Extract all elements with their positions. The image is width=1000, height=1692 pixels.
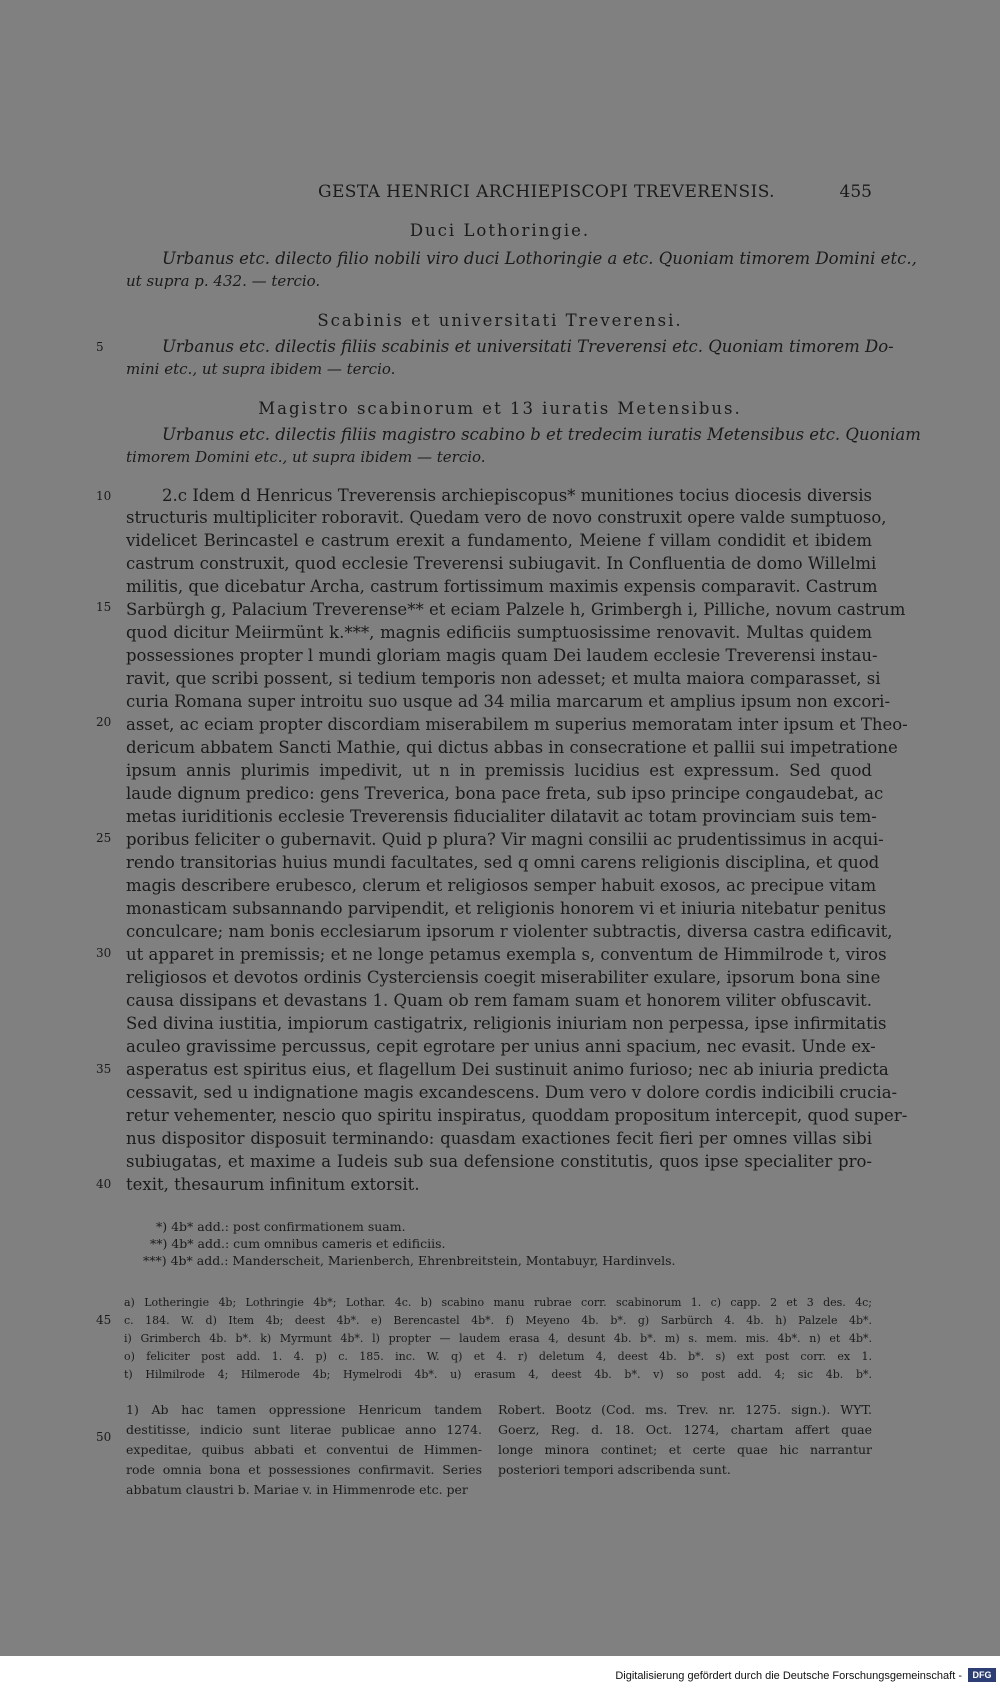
running-title: GESTA HENRICI ARCHIEPISCOPI TREVERENSIS. — [318, 182, 775, 202]
body-line: castrum construxit, quod ecclesie Treverensi subiugavit. In Confluentia de domo Willelmi — [126, 554, 877, 573]
body-line: curia Romana super introitu suo usque ad 34 milia marcarum et amplius ipsum non excori- — [126, 692, 891, 711]
digitization-footer — [0, 1656, 1000, 1692]
body-line: militis, que dicebatur Archa, castrum fortissimum maximis expensis comparavit. Castrum — [126, 577, 878, 596]
line-number: 50 — [96, 1430, 112, 1444]
line-number: 20 — [96, 715, 112, 729]
body-line: Sed divina iustitia, impiorum castigatrix, religionis iniuriam non perpessa, ipse infirmitatis — [126, 1014, 887, 1033]
body-line: causa dissipans et devastans 1. Quam ob rem famam suam et honorem viliter obfuscavit. — [126, 991, 872, 1010]
body-line: laude dignum predico: gens Treverica, bona pace freta, sub ipso principe congaudebat, ac — [126, 784, 884, 803]
line-number: 15 — [96, 600, 112, 614]
body-line: ravit, que scribi possent, si tedium temporis non adesset; et multa maiora comparasset, si — [126, 669, 881, 688]
footnote-left-line: rode omnia bona et possessiones confirmavit. Series — [126, 1462, 482, 1477]
letter-line: mini etc., ut supra ibidem — tercio. — [126, 360, 396, 378]
body-line: ut apparet in premissis; et ne longe petamus exempla s, conventum de Himmilrode t, viros — [126, 945, 887, 964]
star-note: ***) 4b* add.: Manderscheit, Marienberch, Ehrenbreitstein, Montabuyr, Hardinvels. — [143, 1253, 676, 1268]
footnote-left-line: destitisse, indicio sunt literae publicae anno 1274. — [126, 1422, 482, 1437]
body-line: ipsum annis plurimis impedivit, ut n in premissis lucidius est expressum. Sed quod — [126, 761, 872, 780]
footnote-right-line: Goerz, Reg. d. 18. Oct. 1274, chartam affert quae — [498, 1422, 872, 1437]
body-line: videlicet Berincastel e castrum erexit a fundamento, Meiene f villam condidit et ibidem — [126, 531, 872, 550]
apparatus-line: i) Grimberch 4b. b*. k) Myrmunt 4b*. l) propter — laudem erasa 4, desunt 4b. b*. m) s. mem. mis. 4b*. n) et 4b*. — [124, 1332, 872, 1345]
body-line: nus dispositor disposuit terminando: quasdam exactiones fecit fieri per omnes villas sibi — [126, 1129, 872, 1148]
body-line: 2.c Idem d Henricus Treverensis archiepiscopus* munitiones tocius diocesis diversis — [162, 486, 872, 505]
letter-line: Urbanus etc. dilecto filio nobili viro duci Lothoringie a etc. Quoniam timorem Domini etc., — [162, 249, 917, 268]
letter-line: Urbanus etc. dilectis filiis scabinis et universitati Treverensi etc. Quoniam timorem Do- — [162, 337, 894, 356]
body-line: asset, ac eciam propter discordiam miserabilem m superius memoratam inter ipsum et Theo- — [126, 715, 908, 734]
body-line: cessavit, sed u indignatione magis excandescens. Dum vero v dolore cordis indicibili crucia- — [126, 1083, 898, 1102]
body-line: quod dicitur Meiirmünt k.***, magnis edificiis sumptuosissime renovavit. Multas quidem — [126, 623, 872, 642]
body-line: magis describere erubesco, clerum et religiosos semper habuit exosos, ac precipue vitam — [126, 876, 877, 895]
body-line: rendo transitorias huius mundi facultates, sed q omni carens religionis disciplina, et quod — [126, 853, 880, 872]
body-line: Sarbürgh g, Palacium Treverense** et eciam Palzele h, Grimbergh i, Pilliche, novum castrum — [126, 600, 906, 619]
letter-line: ut supra p. 432. — tercio. — [126, 272, 321, 290]
apparatus-line: c. 184. W. d) Item 4b; deest 4b*. e) Berencastel 4b*. f) Meyeno 4b. b*. g) Sarbürch 4. 4b. h) Palzele 4b*. — [124, 1314, 872, 1327]
line-number: 30 — [96, 946, 112, 960]
footnote-left-line: expeditae, quibus abbati et conventui de Himmen- — [126, 1442, 482, 1457]
letter-heading: Magistro scabinorum et 13 iuratis Metensibus. — [258, 399, 742, 418]
body-line: subiugatas, et maxime a Iudeis sub sua defensione constitutis, quos ipse specialiter pro- — [126, 1152, 872, 1171]
apparatus-line: a) Lotheringie 4b; Lothringie 4b*; Lothar. 4c. b) scabino manu rubrae corr. scabinorum 1. c) capp. 2 et 3 des. 4c; — [124, 1296, 872, 1309]
line-number: 25 — [96, 831, 112, 845]
line-number: 10 — [96, 489, 112, 503]
body-line: asperatus est spiritus eius, et flagellum Dei sustinuit animo furioso; nec ab iniuria predicta — [126, 1060, 889, 1079]
apparatus-line: t) Hilmilrode 4; Hilmerode 4b; Hymelrodi 4b*. u) erasum 4, deest 4b. b*. v) so post add. 4; sic 4b. b*. — [124, 1368, 872, 1381]
body-line: monasticam subsannando parvipendit, et religionis honorem vi et iniuria nitebatur penitus — [126, 899, 887, 918]
body-line: dericum abbatem Sancti Mathie, qui dictus abbas in consecratione et pallii sui impetratione — [126, 738, 898, 757]
body-line: structuris multipliciter roboravit. Quedam vero de novo construxit opere valde sumptuoso, — [126, 508, 887, 527]
letter-line: Urbanus etc. dilectis filiis magistro scabino b et tredecim iuratis Metensibus etc. Quoniam — [162, 425, 921, 444]
body-line: possessiones propter l mundi gloriam magis quam Dei laudem ecclesie Treverensi instau- — [126, 646, 878, 665]
line-number: 45 — [96, 1313, 112, 1327]
line-number: 40 — [96, 1177, 112, 1191]
body-line: aculeo gravissime percussus, cepit egrotare per unius anni spacium, nec evasit. Unde ex- — [126, 1037, 876, 1056]
line-number: 5 — [96, 340, 104, 354]
body-line: poribus feliciter o gubernavit. Quid p plura? Vir magni consilii ac prudentissimus in acqui- — [126, 830, 884, 849]
body-line: religiosos et devotos ordinis Cysterciensis coegit miserabiliter exulare, ipsorum bona sine — [126, 968, 881, 987]
page-number: 455 — [839, 182, 872, 202]
footnote-right-line: Robert. Bootz (Cod. ms. Trev. nr. 1275. sign.). WYT. — [498, 1402, 872, 1417]
body-line: texit, thesaurum infinitum extorsit. — [126, 1175, 420, 1194]
letter-heading: Duci Lothoringie. — [409, 221, 591, 240]
running-header — [0, 182, 1000, 206]
body-line: conculcare; nam bonis ecclesiarum ipsorum r violenter subtractis, diversa castra edificavit, — [126, 922, 893, 941]
body-line: metas iuriditionis ecclesie Treverensis fiducialiter dilatavit ac totam provinciam suis tem- — [126, 807, 877, 826]
apparatus-line: o) feliciter post add. 1. 4. p) c. 185. inc. W. q) et 4. r) deletum 4, deest 4b. b*. s) ext post corr. ex 1. — [124, 1350, 872, 1363]
footnote-left-line: abbatum claustri b. Mariae v. in Himmenrode etc. per — [126, 1482, 468, 1497]
footnote-left-line: 1) Ab hac tamen oppressione Henricum tandem — [126, 1402, 482, 1417]
letter-heading: Scabinis et universitati Treverensi. — [317, 311, 683, 330]
line-number: 35 — [96, 1062, 112, 1076]
footnote-right-line: posteriori tempori adscribenda sunt. — [498, 1462, 731, 1477]
body-line: retur vehementer, nescio quo spiritu inspiratus, quoddam propositum intercepit, quod super- — [126, 1106, 908, 1125]
footnote-right-line: longe minora continet; et certe quae hic narrantur — [498, 1442, 872, 1457]
star-note: **) 4b* add.: cum omnibus cameris et edificiis. — [150, 1236, 446, 1251]
dfg-logo-icon: DFG — [968, 1668, 996, 1682]
funding-credit: Digitalisierung gefördert durch die Deutsche Forschungsgemeinschaft - — [615, 1670, 962, 1682]
star-note: *) 4b* add.: post confirmationem suam. — [156, 1219, 406, 1234]
letter-line: timorem Domini etc., ut supra ibidem — tercio. — [126, 448, 486, 466]
